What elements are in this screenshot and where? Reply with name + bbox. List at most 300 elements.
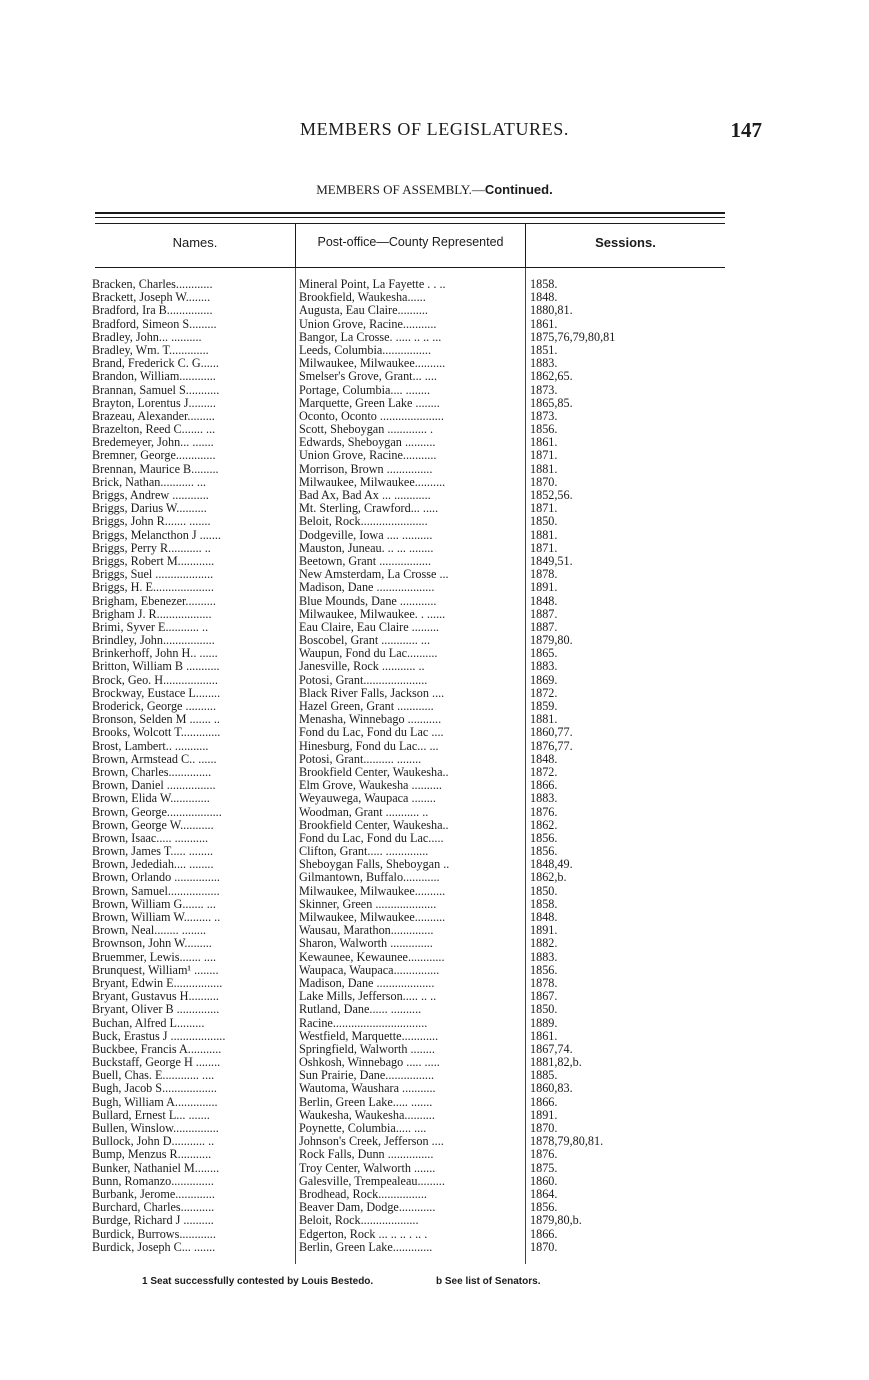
member-name: Buell, Chas. E............ .... <box>92 1069 215 1083</box>
sessions: 1849,51. <box>530 554 573 568</box>
sessions: 1876. <box>530 805 558 819</box>
member-name: Brown, Neal........ ........ <box>92 924 207 938</box>
post-office-county: Wausau, Marathon.............. <box>299 924 434 938</box>
table-row <box>0 674 869 687</box>
sessions: 1866. <box>530 1095 558 1109</box>
table-row <box>0 951 869 964</box>
post-office-county: Waupaca, Waupaca............... <box>299 963 440 977</box>
table-row <box>0 898 869 911</box>
member-name: Brown, Charles.............. <box>92 765 212 779</box>
post-office-county: Sun Prairie, Dane................ <box>299 1069 435 1083</box>
sessions: 1852,56. <box>530 489 573 502</box>
member-name: Briggs, H. E.................... <box>92 581 214 595</box>
post-office-county: Brookfield, Waukesha...... <box>299 291 426 305</box>
sessions: 1891. <box>530 924 558 938</box>
sessions: 1873. <box>530 383 558 397</box>
post-office-county: Elm Grove, Waukesha .......... <box>299 779 442 793</box>
post-office-county: Waukesha, Waukesha.......... <box>299 1108 435 1122</box>
post-office-county: Clifton, Grant..... .............. <box>299 845 429 859</box>
post-office-county: Beaver Dam, Dodge............ <box>299 1201 436 1215</box>
sessions: 1883. <box>530 792 558 806</box>
sessions: 1848. <box>530 291 558 305</box>
sessions: 1887. <box>530 620 558 634</box>
table-row <box>0 1188 869 1201</box>
sessions: 1875,76,79,80,81 <box>530 330 616 344</box>
member-name: Brunquest, William¹ ........ <box>92 963 219 977</box>
table-row <box>0 1148 869 1161</box>
member-name: Briggs, Robert M............ <box>92 554 215 568</box>
table-row <box>0 1135 869 1148</box>
table-row <box>0 304 869 317</box>
post-office-county: Sharon, Walworth .............. <box>299 937 433 951</box>
post-office-county: Waupun, Fond du Lac.......... <box>299 647 438 661</box>
member-name: Briggs, Melancthon J ....... <box>92 528 221 542</box>
post-office-county: Madison, Dane ................... <box>299 581 435 595</box>
table-row <box>0 1069 869 1082</box>
post-office-county: Leeds, Columbia................ <box>299 343 432 357</box>
member-name: Burdick, Burrows............ <box>92 1227 216 1241</box>
sessions: 1856. <box>530 963 558 977</box>
post-office-county: Scott, Sheboygan ............. . <box>299 423 434 437</box>
member-name: Brost, Lambert.. ........... <box>92 739 209 753</box>
table-row <box>0 1096 869 1109</box>
table-row <box>0 489 869 502</box>
post-office-county: Portage, Columbia.... ........ <box>299 383 431 397</box>
sessions: 1891. <box>530 581 558 595</box>
sessions: 1856. <box>530 845 558 859</box>
post-office-county: Skinner, Green .................... <box>299 897 437 911</box>
sessions: 1880,81. <box>530 304 573 318</box>
sessions: 1867,74. <box>530 1042 573 1056</box>
member-name: Brown, Samuel................. <box>92 884 220 898</box>
table-row <box>0 990 869 1003</box>
member-name: Brennan, Maurice B......... <box>92 462 219 476</box>
sessions: 1881. <box>530 713 558 727</box>
member-name: Brown, William W......... .. <box>92 911 221 924</box>
sessions: 1858. <box>530 278 558 291</box>
sessions: 1879,80. <box>530 634 573 648</box>
table-row <box>0 344 869 357</box>
member-name: Brigham J. R.................. <box>92 607 212 621</box>
member-name: Brown, Jedediah.... ........ <box>92 858 214 872</box>
member-name: Briggs, John R....... ....... <box>92 515 211 529</box>
member-name: Brownson, John W......... <box>92 937 212 951</box>
table-row <box>0 1162 869 1175</box>
member-name: Brayton, Lorentus J......... <box>92 396 216 410</box>
table-row <box>0 753 869 766</box>
post-office-county: Bad Ax, Bad Ax ... ............ <box>299 489 431 502</box>
table-row <box>0 1228 869 1241</box>
sessions: 1862,65. <box>530 370 573 384</box>
table-row <box>0 357 869 370</box>
member-name: Bullock, John D........... .. <box>92 1135 215 1149</box>
sessions: 1869. <box>530 673 558 687</box>
post-office-county: Madison, Dane ................... <box>299 976 435 990</box>
sessions: 1870. <box>530 1122 558 1135</box>
table-row <box>0 964 869 977</box>
sessions: 1887. <box>530 607 558 621</box>
member-name: Brown, Daniel ................ <box>92 779 216 793</box>
table-row <box>0 924 869 937</box>
post-office-county: Wautoma, Waushara ........... <box>299 1082 436 1096</box>
post-office-county: Bangor, La Crosse. ..... .. .. ... <box>299 330 442 344</box>
post-office-county: Johnson's Creek, Jefferson .... <box>299 1135 444 1149</box>
member-name: Brigham, Ebenezer.......... <box>92 594 216 608</box>
member-name: Bradford, Ira B............... <box>92 304 213 318</box>
sessions: 1859. <box>530 700 558 713</box>
sessions: 1871. <box>530 541 558 555</box>
table-row <box>0 515 869 528</box>
sessions: 1856. <box>530 423 558 437</box>
post-office-county: Troy Center, Walworth ....... <box>299 1161 436 1175</box>
table-row <box>0 700 869 713</box>
member-name: Brown, Elida W............. <box>92 792 210 806</box>
post-office-county: Beetown, Grant ................. <box>299 554 432 568</box>
post-office-county: Morrison, Brown ............... <box>299 462 433 476</box>
post-office-county: Eau Claire, Eau Claire ......... <box>299 620 440 634</box>
sessions: 1876. <box>530 1148 558 1162</box>
member-name: Bugh, William A.............. <box>92 1095 218 1109</box>
sessions: 1856. <box>530 831 558 845</box>
post-office-county: Springfield, Walworth ........ <box>299 1042 435 1056</box>
member-name: Bryant, Edwin E................ <box>92 976 223 990</box>
post-office-county: Hinesburg, Fond du Lac... ... <box>299 739 439 753</box>
sessions: 1861. <box>530 436 558 450</box>
page-title: MEMBERS OF LEGISLATURES. <box>300 119 569 139</box>
subtitle-continued: Continued. <box>484 182 553 197</box>
table-row <box>0 937 869 950</box>
sessions: 1860. <box>530 1174 558 1188</box>
sessions: 1870. <box>530 1240 558 1254</box>
sessions: 1850. <box>530 884 558 898</box>
member-name: Bronson, Selden M ....... .. <box>92 713 220 727</box>
member-name: Bruemmer, Lewis....... .... <box>92 950 217 964</box>
table-row <box>0 529 869 542</box>
member-name: Bracken, Charles............ <box>92 278 213 291</box>
post-office-county: Janesville, Rock ........... .. <box>299 660 425 674</box>
member-name: Bradley, Wm. T............. <box>92 343 209 357</box>
sessions: 1881. <box>530 528 558 542</box>
sessions: 1848,49. <box>530 858 573 872</box>
post-office-county: Berlin, Green Lake..... ....... <box>299 1095 433 1109</box>
table-row <box>0 885 869 898</box>
sessions: 1861. <box>530 317 558 331</box>
footnote-senators: b See list of Senators. <box>436 1276 541 1287</box>
post-office-county: Fond du Lac, Fond du Lac..... <box>299 831 444 845</box>
member-name: Brown, James T..... ........ <box>92 845 214 859</box>
sessions: 1882. <box>530 937 558 951</box>
member-name: Bryant, Oliver B .............. <box>92 1003 220 1017</box>
member-name: Bump, Menzus R........... <box>92 1148 212 1162</box>
table-row <box>0 542 869 555</box>
post-office-county: Sheboygan Falls, Sheboygan .. <box>299 858 450 872</box>
member-name: Bredemeyer, John... ....... <box>92 436 214 450</box>
member-name: Brannan, Samuel S........... <box>92 383 220 397</box>
post-office-county: Dodgeville, Iowa .... .......... <box>299 528 433 542</box>
member-name: Broderick, George .......... <box>92 700 216 713</box>
section-subtitle <box>0 182 869 198</box>
table-row <box>0 502 869 515</box>
table-row <box>0 1109 869 1122</box>
table-row <box>0 581 869 594</box>
member-name: Briggs, Andrew ............ <box>92 489 209 502</box>
sessions: 1861. <box>530 1029 558 1043</box>
table-row <box>0 621 869 634</box>
member-name: Briggs, Suel ................... <box>92 568 214 582</box>
sessions: 1883. <box>530 950 558 964</box>
table-row <box>0 766 869 779</box>
member-name: Buckbee, Francis A........... <box>92 1042 222 1056</box>
post-office-county: Hazel Green, Grant ............ <box>299 700 434 713</box>
table-row <box>0 1017 869 1030</box>
member-name: Bradley, John... .......... <box>92 330 202 344</box>
post-office-county: Poynette, Columbia..... .... <box>299 1122 427 1135</box>
table-row <box>0 331 869 344</box>
sessions: 1876,77. <box>530 739 573 753</box>
member-name: Briggs, Darius W.......... <box>92 502 207 516</box>
table-row <box>0 1214 869 1227</box>
table-row <box>0 726 869 739</box>
sessions: 1856. <box>530 1201 558 1215</box>
table-row <box>0 792 869 805</box>
sessions: 1881. <box>530 462 558 476</box>
post-office-county: Oconto, Oconto ..................... <box>299 409 444 423</box>
member-name: Brazelton, Reed C....... ... <box>92 423 216 437</box>
column-header-sessions: Sessions. <box>595 235 656 250</box>
member-name: Buck, Erastus J .................. <box>92 1029 226 1043</box>
member-name: Bullard, Ernest L... ....... <box>92 1108 210 1122</box>
table-row <box>0 832 869 845</box>
sessions: 1866. <box>530 1227 558 1241</box>
sessions: 1872. <box>530 765 558 779</box>
member-name: Brinkerhoff, John H.. ...... <box>92 647 218 661</box>
post-office-county: Menasha, Winnebago ........... <box>299 713 442 727</box>
post-office-county: Beloit, Rock...................... <box>299 515 428 529</box>
post-office-county: Fond du Lac, Fond du Lac .... <box>299 726 444 740</box>
sessions: 1883. <box>530 660 558 674</box>
column-header-names: Names. <box>172 235 218 250</box>
post-office-county: Union Grove, Racine........... <box>299 317 437 331</box>
post-office-county: Milwaukee, Milwaukee.......... <box>299 357 446 371</box>
post-office-county: Potosi, Grant..................... <box>299 673 428 687</box>
sessions: 1848. <box>530 911 558 924</box>
table-row <box>0 1030 869 1043</box>
table-row <box>0 449 869 462</box>
sessions: 1873. <box>530 409 558 423</box>
sessions: 1883. <box>530 357 558 371</box>
post-office-county: Brodhead, Rock................ <box>299 1187 427 1201</box>
post-office-county: Mineral Point, La Fayette . . .. <box>299 278 446 291</box>
table-row <box>0 410 869 423</box>
post-office-county: Milwaukee, Milwaukee.......... <box>299 475 446 489</box>
table-row <box>0 555 869 568</box>
table-row <box>0 845 869 858</box>
post-office-county: Mauston, Juneau. .. ... ........ <box>299 541 434 555</box>
member-name: Brown, Isaac..... ........... <box>92 831 209 845</box>
sessions: 1865,85. <box>530 396 573 410</box>
table-row <box>0 463 869 476</box>
table-row <box>0 819 869 832</box>
member-name: Bryant, Gustavus H.......... <box>92 990 219 1004</box>
member-name: Brazeau, Alexander......... <box>92 409 215 423</box>
table-row <box>0 1082 869 1095</box>
table-row <box>0 291 869 304</box>
sessions: 1878,79,80,81. <box>530 1135 604 1149</box>
table-row <box>0 318 869 331</box>
sessions: 1891. <box>530 1108 558 1122</box>
table-header-bottom-rule <box>95 267 725 268</box>
post-office-county: Rutland, Dane...... .......... <box>299 1003 422 1017</box>
post-office-county: Oshkosh, Winnebago ..... ..... <box>299 1056 440 1070</box>
table-row <box>0 779 869 792</box>
post-office-county: Berlin, Green Lake............. <box>299 1240 433 1254</box>
sessions: 1848. <box>530 752 558 766</box>
member-name: Burchard, Charles........... <box>92 1201 215 1215</box>
sessions: 1862,b. <box>530 871 567 885</box>
sessions: 1872. <box>530 686 558 700</box>
table-row <box>0 740 869 753</box>
footnote-contested-seat: 1 Seat successfully contested by Louis Bestedo. <box>142 1276 374 1287</box>
member-name: Brimi, Syver E........... .. <box>92 620 209 634</box>
member-name: Brock, Geo. H.................. <box>92 673 218 687</box>
sessions: 1862. <box>530 818 558 832</box>
member-name: Britton, William B ........... <box>92 660 220 674</box>
member-name: Briggs, Perry R........... .. <box>92 541 211 555</box>
sessions: 1860,83. <box>530 1082 573 1096</box>
post-office-county: Galesville, Trempealeau......... <box>299 1174 445 1188</box>
post-office-county: Milwaukee, Milwaukee.......... <box>299 911 446 924</box>
member-name: Burdge, Richard J .......... <box>92 1214 214 1228</box>
member-name: Brown, George W........... <box>92 818 214 832</box>
sessions: 1865. <box>530 647 558 661</box>
post-office-county: Milwaukee, Milwaukee.......... <box>299 884 446 898</box>
member-name: Brown, William G....... ... <box>92 897 216 911</box>
table-row <box>0 647 869 660</box>
member-name: Brockway, Eustace L........ <box>92 686 221 700</box>
sessions: 1881,82,b. <box>530 1056 582 1070</box>
sessions: 1885. <box>530 1069 558 1083</box>
post-office-county: Blue Mounds, Dane ............ <box>299 594 437 608</box>
member-name: Brandon, William............ <box>92 370 216 384</box>
table-row <box>0 713 869 726</box>
table-row <box>0 436 869 449</box>
post-office-county: Mt. Sterling, Crawford... ..... <box>299 502 439 516</box>
member-name: Buckstaff, George H ........ <box>92 1056 221 1070</box>
post-office-county: Union Grove, Racine........... <box>299 449 437 463</box>
table-row <box>0 1003 869 1016</box>
table-row <box>0 1056 869 1069</box>
sessions: 1850. <box>530 515 558 529</box>
post-office-county: Edwards, Sheboygan .......... <box>299 436 436 450</box>
member-name: Burdick, Joseph C... ....... <box>92 1240 216 1254</box>
table-row <box>0 1043 869 1056</box>
sessions: 1878. <box>530 568 558 582</box>
member-name: Brindley, John................. <box>92 634 215 648</box>
post-office-county: Kewaunee, Kewaunee............ <box>299 950 445 964</box>
table-row <box>0 634 869 647</box>
table-row <box>0 977 869 990</box>
post-office-county: Woodman, Grant ........... .. <box>299 805 429 819</box>
post-office-county: Weyauwega, Waupaca ........ <box>299 792 436 806</box>
member-name: Bullen, Winslow............... <box>92 1122 219 1135</box>
table-row <box>0 1175 869 1188</box>
table-row <box>0 911 869 924</box>
table-row <box>0 384 869 397</box>
sessions: 1889. <box>530 1016 558 1030</box>
post-office-county: Edgerton, Rock ... .. .. . .. . <box>299 1227 428 1241</box>
member-name: Brackett, Joseph W........ <box>92 291 211 305</box>
sessions: 1848. <box>530 594 558 608</box>
post-office-county: Marquette, Green Lake ........ <box>299 396 440 410</box>
table-row <box>0 595 869 608</box>
table-row <box>0 858 869 871</box>
sessions: 1871. <box>530 502 558 516</box>
member-name: Bremner, George............. <box>92 449 216 463</box>
table-row <box>0 397 869 410</box>
table-row <box>0 687 869 700</box>
member-name: Bunker, Nathaniel M........ <box>92 1161 220 1175</box>
member-name: Buchan, Alfred L......... <box>92 1016 205 1030</box>
member-name: Brick, Nathan........... ... <box>92 475 207 489</box>
post-office-county: Westfield, Marquette............ <box>299 1029 439 1043</box>
post-office-county: Black River Falls, Jackson .... <box>299 686 445 700</box>
post-office-county: Gilmantown, Buffalo............ <box>299 871 440 885</box>
post-office-county: Boscobel, Grant ............ ... <box>299 634 430 648</box>
column-header-post-office: Post-office—County Represented <box>317 235 504 249</box>
post-office-county: Smelser's Grove, Grant... .... <box>299 370 437 384</box>
sessions: 1851. <box>530 343 558 357</box>
member-name: Bugh, Jacob S.................. <box>92 1082 217 1096</box>
table-row <box>0 423 869 436</box>
member-name: Brown, Armstead C.. ...... <box>92 752 217 766</box>
post-office-county: Augusta, Eau Claire.......... <box>299 304 428 318</box>
sessions: 1867. <box>530 990 558 1004</box>
table-row <box>0 370 869 383</box>
sessions: 1879,80,b. <box>530 1214 582 1228</box>
table-row <box>0 476 869 489</box>
sessions: 1858. <box>530 897 558 911</box>
table-top-rule <box>95 212 725 214</box>
sessions: 1871. <box>530 449 558 463</box>
table-row <box>0 1241 869 1254</box>
post-office-county: Milwaukee, Milwaukee. . ...... <box>299 607 446 621</box>
sessions: 1870. <box>530 475 558 489</box>
page-number: 147 <box>730 118 762 142</box>
subtitle-main: MEMBERS OF ASSEMBLY.— <box>316 182 485 197</box>
table-row <box>0 568 869 581</box>
post-office-county: Lake Mills, Jefferson..... .. .. <box>299 990 437 1004</box>
member-name: Brand, Frederick C. G...... <box>92 357 219 371</box>
sessions: 1875. <box>530 1161 558 1175</box>
table-top-rule-thin <box>95 217 725 218</box>
member-name: Burbank, Jerome............. <box>92 1187 215 1201</box>
post-office-county: New Amsterdam, La Crosse ... <box>299 568 449 582</box>
sessions: 1878. <box>530 976 558 990</box>
post-office-county: Potosi, Grant.......... ........ <box>299 752 422 766</box>
member-name: Brown, George.................. <box>92 805 222 819</box>
table-header-rule <box>95 223 725 224</box>
post-office-county: Beloit, Rock................... <box>299 1214 419 1228</box>
post-office-county: Brookfield Center, Waukesha.. <box>299 818 449 832</box>
member-name: Bunn, Romanzo.............. <box>92 1174 214 1188</box>
sessions: 1860,77. <box>530 726 573 740</box>
sessions: 1864. <box>530 1187 558 1201</box>
table-row <box>0 608 869 621</box>
table-row <box>0 278 869 291</box>
post-office-county: Racine............................... <box>299 1016 428 1030</box>
table-row <box>0 660 869 673</box>
post-office-county: Rock Falls, Dunn ............... <box>299 1148 434 1162</box>
